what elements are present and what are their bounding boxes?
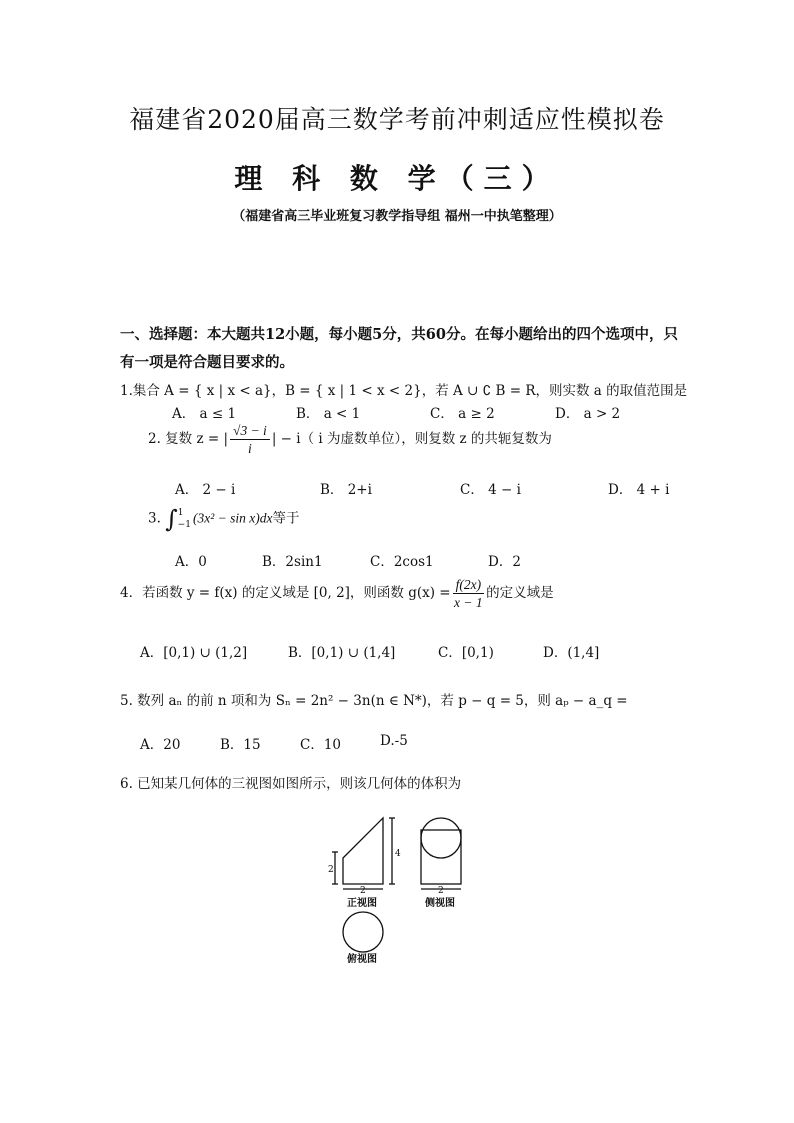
q5-option-d: D.-5 (380, 733, 408, 749)
q4-option-a: A．[0,1) ∪ (1,2] (140, 645, 248, 661)
section-heading-line1: 一、选择题：本大题共12小题，每小题5分，共60分。在每小题给出的四个选项中，只 (120, 326, 678, 343)
q3-lower-limit: −1 (177, 520, 191, 530)
q1-option-d: D． a > 2 (555, 406, 621, 422)
q1-option-c: C． a ≥ 2 (430, 406, 495, 422)
front-view-shape (343, 818, 383, 884)
question-6-text: 6. 已知某几何体的三视图如图所示，则该几何体的体积为 (120, 776, 462, 792)
q2-option-a: A． 2 − i (175, 482, 236, 498)
dim-total-height: 4 (395, 849, 401, 859)
q4-prefix: 4．若函数 y = f(x) 的定义域是 [0, 2]，则函数 g(x) = (120, 585, 451, 601)
q4-option-b: B．[0,1) ∪ (1,4] (288, 645, 396, 661)
q3-prefix: 3. (148, 510, 161, 527)
q3-upper-limit: 1 (177, 508, 184, 518)
dim-front-height: 2 (328, 865, 334, 875)
question-2-text (148, 422, 552, 457)
exam-title: 福建省2020届高三数学考前冲刺适应性模拟卷 (129, 105, 665, 134)
q5-option-c: C．10 (300, 737, 342, 753)
q2-option-b: B． 2+i (320, 482, 372, 498)
q2-fraction-denominator: i (248, 441, 252, 456)
exam-source: （福建省高三毕业班复习教学指导组 福州一中执笔整理） (232, 209, 562, 224)
side-view-circle (421, 818, 461, 858)
q3-option-a: A．0 (175, 554, 207, 570)
q1-option-a: A． a ≤ 1 (172, 406, 237, 422)
section-heading-line2: 有一项是符合题目要求的。 (120, 354, 294, 371)
q3-option-d: D．2 (488, 554, 521, 570)
question-4-text (120, 576, 554, 611)
integral-sign-icon: ∫ (165, 505, 178, 533)
q2-fraction (230, 422, 270, 457)
q5-option-a: A．20 (140, 737, 181, 753)
front-view-label: 正视图 (347, 898, 377, 909)
side-view-rect (421, 830, 461, 884)
side-view-label: 侧视图 (425, 898, 455, 909)
q3-integrand: (3x² − sin x)dx (192, 510, 273, 526)
question-1-text: 1.集合 A = { x | x < a}，B = { x | 1 < x < 2}，若 A ∪ ∁ B = R，则实数 a 的取值范围是 (120, 383, 688, 399)
q4-option-d: D．(1,4] (543, 645, 600, 661)
three-view-figure (325, 810, 485, 975)
question-3-text (148, 505, 300, 533)
q2-suffix: | − i（ i 为虚数单位），则复数 z 的共轭复数为 (271, 431, 552, 447)
q4-suffix: 的定义域是 (486, 585, 554, 601)
top-view-label: 俯视图 (347, 954, 377, 965)
q4-fraction (453, 576, 484, 611)
q4-fraction-numerator: f(2x) (453, 576, 484, 594)
q2-option-c: C． 4 − i (460, 482, 521, 498)
q3-suffix: 等于 (272, 510, 300, 527)
q2-prefix: 2. 复数 z = | (148, 431, 229, 447)
question-5-text: 5. 数列 aₙ 的前 n 项和为 Sₙ = 2n² − 3n(n ∈ N*)，若 p − q = 5，则 aₚ − a_q = (120, 693, 628, 709)
q2-option-d: D． 4 + i (608, 482, 670, 498)
q3-option-b: B．2sin1 (262, 554, 323, 570)
q4-fraction-denominator: x − 1 (454, 595, 483, 610)
exam-subtitle: 理 科 数 学（三） (234, 162, 560, 195)
dim-front-width: 2 (360, 886, 366, 896)
q2-fraction-numerator: √3 − i (230, 422, 270, 440)
q4-option-c: C．[0,1) (438, 645, 494, 661)
top-view-circle (343, 912, 383, 952)
q3-option-c: C．2cos1 (370, 554, 434, 570)
q5-option-b: B．15 (220, 737, 261, 753)
dim-side-width: 2 (438, 886, 444, 896)
q1-option-b: B． a < 1 (296, 406, 361, 422)
